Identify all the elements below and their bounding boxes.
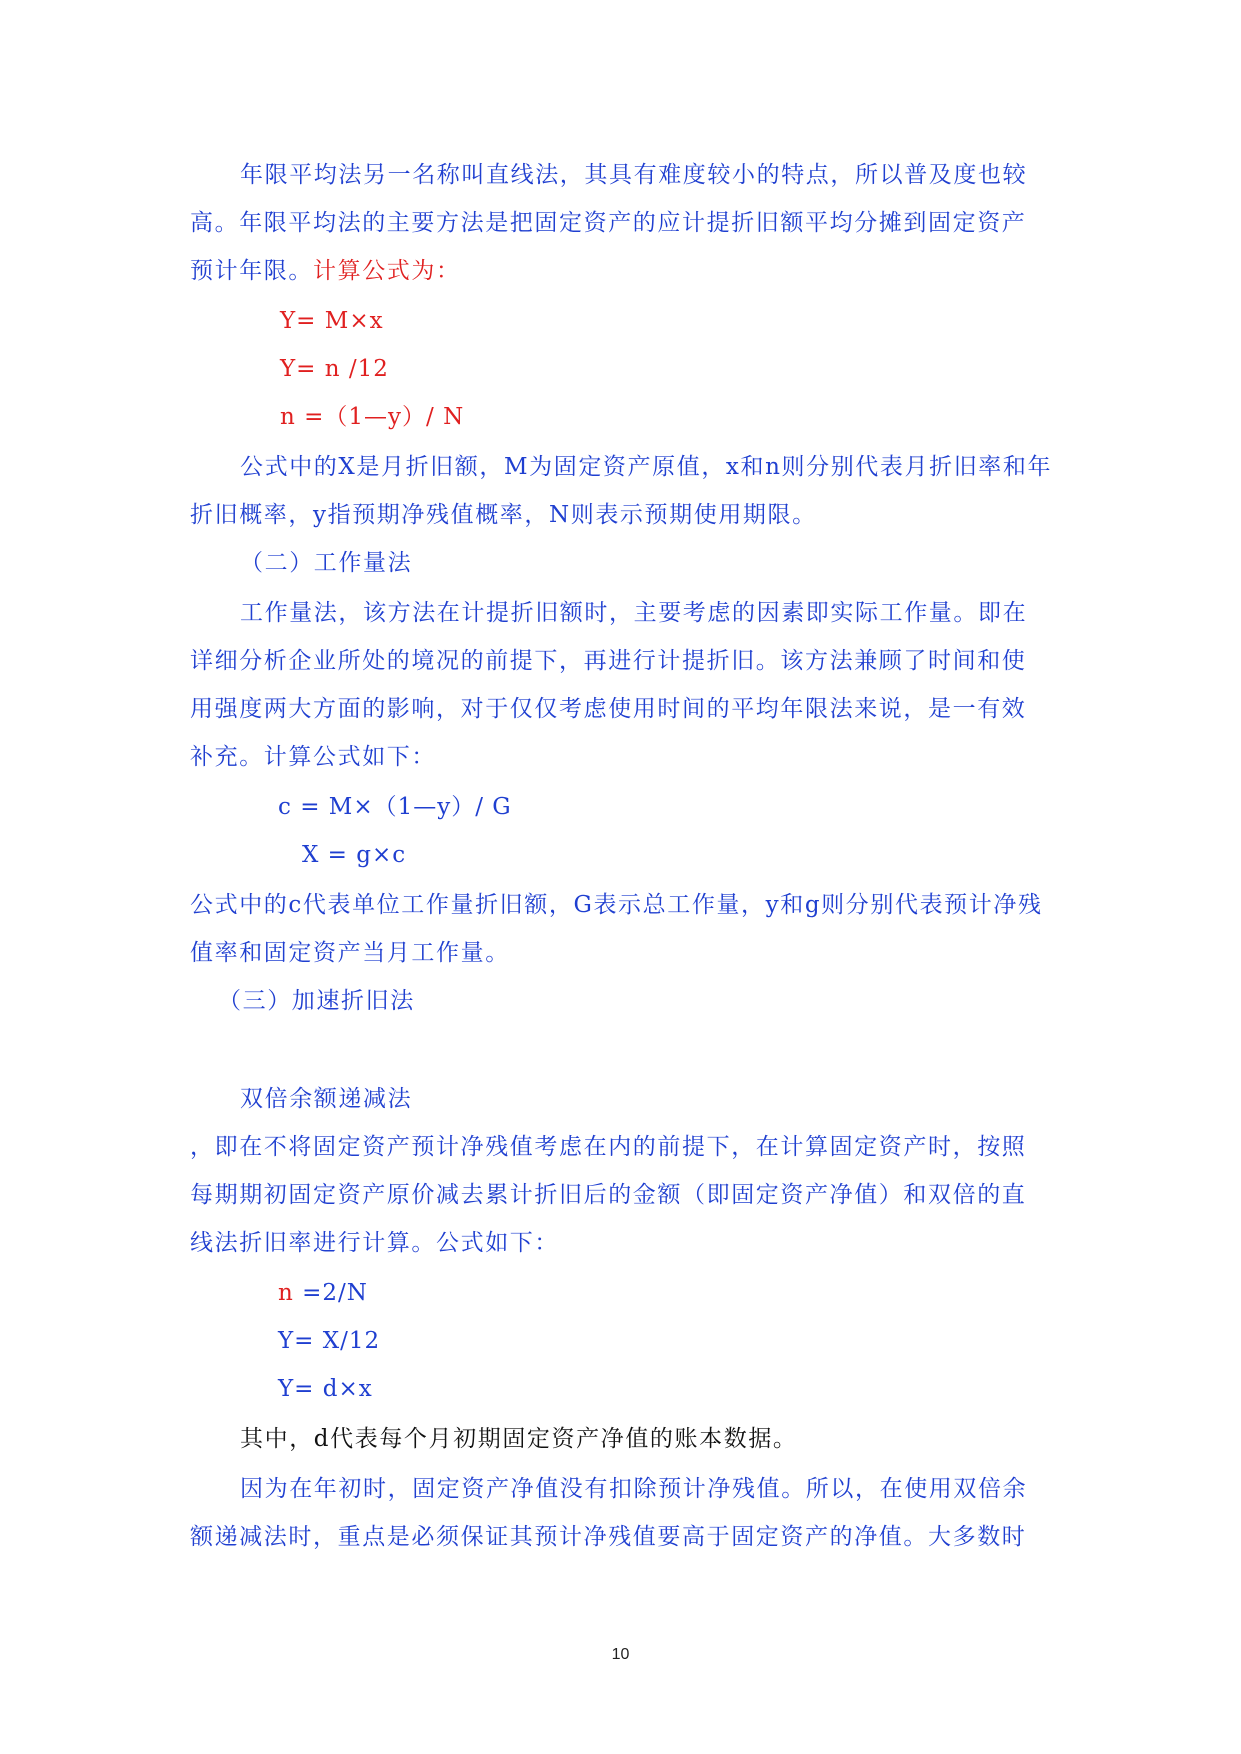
subsection-heading: 双倍余额递减法 — [240, 1086, 413, 1112]
formula-line: c = M×（1—y）/ G — [278, 794, 512, 820]
paragraph-line: 值率和固定资产当月工作量。 — [190, 940, 510, 966]
paragraph-line — [190, 256, 461, 286]
paragraph-line: 因为在年初时，固定资产净值没有扣除预计净残值。所以，在使用双倍余 — [240, 1476, 1028, 1502]
formula-line: Y= d×x — [278, 1376, 373, 1402]
section-heading: （二）工作量法 — [240, 550, 413, 576]
formula-line: Y= X/12 — [278, 1328, 381, 1354]
paragraph-line: 补充。计算公式如下： — [190, 744, 436, 770]
formula-line: Y= M×x — [280, 308, 384, 334]
paragraph-line: 其中，d代表每个月初期固定资产净值的账本数据。 — [240, 1426, 798, 1452]
formula-text: =2/N — [293, 1280, 368, 1306]
page-number: 10 — [611, 1646, 630, 1663]
paragraph-line: 公式中的c代表单位工作量折旧额，G表示总工作量，y和g则分别代表预计净残 — [190, 892, 1043, 918]
formula-variable: n — [278, 1280, 294, 1306]
formula-line: Y= n /12 — [280, 356, 389, 382]
paragraph-line: 线法折旧率进行计算。公式如下： — [190, 1230, 559, 1256]
paragraph-line: 用强度两大方面的影响，对于仅仅考虑使用时间的平均年限法来说，是一有效 — [190, 696, 1027, 722]
paragraph-line: 额递减法时，重点是必须保证其预计净残值要高于固定资产的净值。大多数时 — [190, 1524, 1027, 1550]
paragraph-line: 工作量法，该方法在计提折旧额时，主要考虑的因素即实际工作量。即在 — [240, 600, 1028, 626]
formula-intro: 计算公式为： — [313, 258, 461, 284]
formula-line: X = g×c — [302, 842, 407, 868]
formula-line — [278, 1278, 368, 1308]
paragraph-text: 预计年限。 — [190, 258, 313, 284]
paragraph-line: ，即在不将固定资产预计净残值考虑在内的前提下，在计算固定资产时，按照 — [190, 1134, 1027, 1160]
paragraph-line: 折旧概率，y指预期净残值概率，N则表示预期使用期限。 — [190, 502, 817, 528]
paragraph-line: 高。年限平均法的主要方法是把固定资产的应计提折旧额平均分摊到固定资产 — [190, 210, 1027, 236]
paragraph-line: 详细分析企业所处的境况的前提下，再进行计提折旧。该方法兼顾了时间和使 — [190, 648, 1027, 674]
paragraph-line: 每期期初固定资产原价减去累计折旧后的金额（即固定资产净值）和双倍的直 — [190, 1182, 1027, 1208]
section-heading: （三）加速折旧法 — [218, 988, 415, 1014]
formula-line: n =（1—y）/ N — [280, 404, 465, 430]
paragraph-line: 公式中的X是月折旧额，M为固定资产原值，x和n则分别代表月折旧率和年 — [240, 454, 1053, 480]
paragraph-line: 年限平均法另一名称叫直线法，其具有难度较小的特点，所以普及度也较 — [240, 162, 1028, 188]
